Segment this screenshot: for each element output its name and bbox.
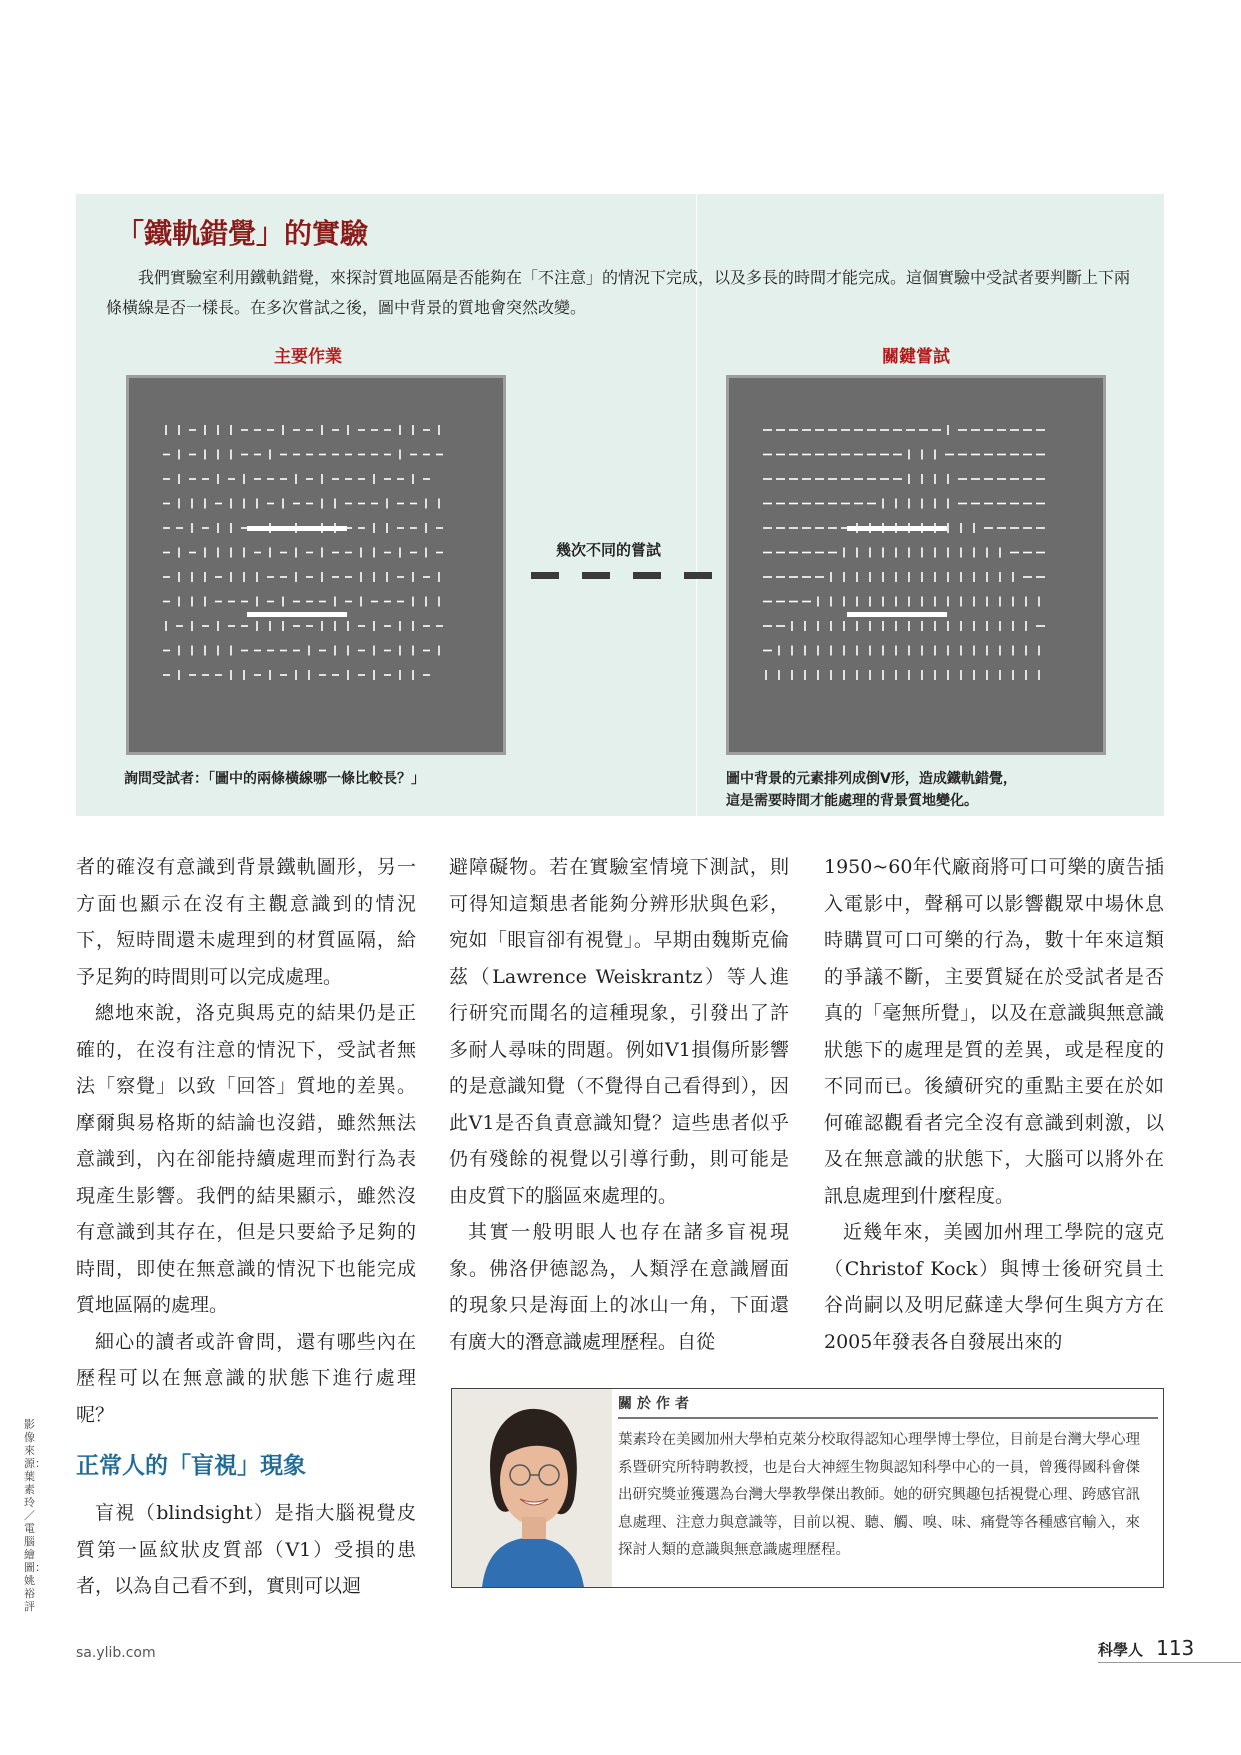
page-number: 113 <box>1156 1636 1195 1660</box>
author-box <box>451 1388 1164 1588</box>
paragraph: 盲視（blindsight）是指大腦視覺皮質第一區紋狀皮質部（V1）受損的患者，以為自己看不到，實則可以迴 <box>76 1502 416 1597</box>
critical-trial-stimulus <box>729 378 1103 752</box>
critical-trial-panel <box>726 375 1106 755</box>
right-panel-label: 關鍵嘗試 <box>882 347 950 367</box>
magazine-name: 科學人 <box>1098 1641 1144 1659</box>
paragraph: 其實一般明眼人也存在諸多盲視現象。佛洛伊德認為，人類浮在意識層面的現象只是海面上的冰山一角，下面還有廣大的潛意識處理歷程。自從 <box>449 1221 789 1353</box>
figure-box <box>76 194 1164 816</box>
target-line <box>847 612 947 617</box>
footer-site: sa.ylib.com <box>76 1645 156 1661</box>
trials-dash <box>633 572 661 579</box>
right-caption <box>726 768 1017 812</box>
right-caption-line: 圖中背景的元素排列成倒V形，造成鐵軌錯覺， <box>726 771 1017 787</box>
figure-title: 「鐵軌錯覺」的實驗 <box>116 217 369 250</box>
trials-label: 幾次不同的嘗試 <box>556 541 662 559</box>
author-portrait <box>452 1389 612 1587</box>
main-task-stimulus <box>129 378 503 752</box>
article-column-1-continued <box>76 1495 416 1605</box>
figure-intro: 我們實驗室利用鐵軌錯覺，來探討質地區隔是否能夠在「不注意」的情況下完成，以及多長的時間才能完成。這個實驗中受試者要判斷上下兩條橫線是否一樣長。在多次嘗試之後，圖中背景的質地會突然改變。 <box>106 268 1131 317</box>
author-photo <box>452 1389 612 1587</box>
left-panel-label: 主要作業 <box>274 347 342 367</box>
trials-dash <box>684 572 712 579</box>
main-task-panel <box>126 375 506 755</box>
paragraph: 避障礙物。若在實驗室情境下測試，則可得知這類患者能夠分辨形狀與色彩，宛如「眼盲卻有視覺」。早期由魏斯克倫茲（Lawrence Weiskrantz）等人進行研究而聞名的這種現象，引發出了許多耐人尋味的問題。例如V1損傷所影響的是意識知覺（不覺得自己看得到），因此V1是否負責意識知覺？這些患者似乎仍有殘餘的視覺以引導行動，則可能是由皮質下的腦區來處理的。 <box>449 856 789 1207</box>
paragraph: 1950~60年代廠商將可口可樂的廣告插入電影中，聲稱可以影響觀眾中場休息時購買可口可樂的行為，數十年來這類的爭議不斷，主要質疑在於受試者是否真的「毫無所覺」，以及在意識與無意識狀態下的處理是質的差異，或是程度的不同而已。後續研究的重點主要在於如何確認觀看者完全沒有意識到刺激，以及在無意識的狀態下，大腦可以將外在訊息處理到什麼程度。 <box>824 856 1164 1207</box>
trials-dash <box>582 572 610 579</box>
section-heading: 正常人的「盲視」現象 <box>76 1453 306 1479</box>
right-caption-line: 這是需要時間才能處理的背景質地變化。 <box>726 793 978 809</box>
paragraph: 近幾年來，美國加州理工學院的寇克（Christof Kock）與博士後研究員土谷尚嗣以及明尼蘇達大學何生與方方在2005年發表各自發展出來的 <box>824 1221 1164 1353</box>
left-caption: 詢問受試者：「圖中的兩條橫線哪一條比較長？」 <box>124 771 425 787</box>
target-line <box>847 526 947 531</box>
article-column-1 <box>76 849 416 1433</box>
article-column-2 <box>449 849 789 1360</box>
paragraph: 者的確沒有意識到背景鐵軌圖形，另一方面也顯示在沒有主觀意識到的情況下，短時間還未處理到的材質區隔，給予足夠的時間則可以完成處理。 <box>76 856 416 988</box>
trials-dash <box>531 572 559 579</box>
paragraph: 總地來說，洛克與馬克的結果仍是正確的，在沒有注意的情況下，受試者無法「察覺」以致「回答」質地的差異。摩爾與易格斯的結論也沒錯，雖然無法意識到，內在卻能持續處理而對行為表現產生影響。我們的結果顯示，雖然沒有意識到其存在，但是只要給予足夠的時間，即使在無意識的情況下也能完成質地區隔的處理。 <box>76 1002 416 1316</box>
footer-rule <box>1098 1662 1241 1663</box>
article-column-3 <box>824 849 1164 1360</box>
target-line <box>247 526 347 531</box>
image-credit: 影像來源：葉素玲／電腦繪圖：姚裕評 <box>24 1418 46 1613</box>
footer-page-info <box>1098 1636 1194 1660</box>
author-bio: 葉素玲在美國加州大學柏克萊分校取得認知心理學博士學位，目前是台灣大學心理系暨研究所特聘教授，也是台大神經生物與認知科學中心的一員，曾獲得國科會傑出研究獎並獲選為台灣大學教學傑出教師。她的研究興趣包括視覺心理、跨感官訊息處理、注意力與意識等，目前以視、聽、觸、嗅、味、痛覺等各種感官輸入，來探討人類的意識與無意識處理歷程。 <box>618 1432 1140 1558</box>
paragraph: 細心的讀者或許會問，還有哪些內在歷程可以在無意識的狀態下進行處理呢？ <box>76 1330 416 1426</box>
target-line <box>247 612 347 617</box>
author-heading: 關於作者 <box>618 1393 1158 1419</box>
